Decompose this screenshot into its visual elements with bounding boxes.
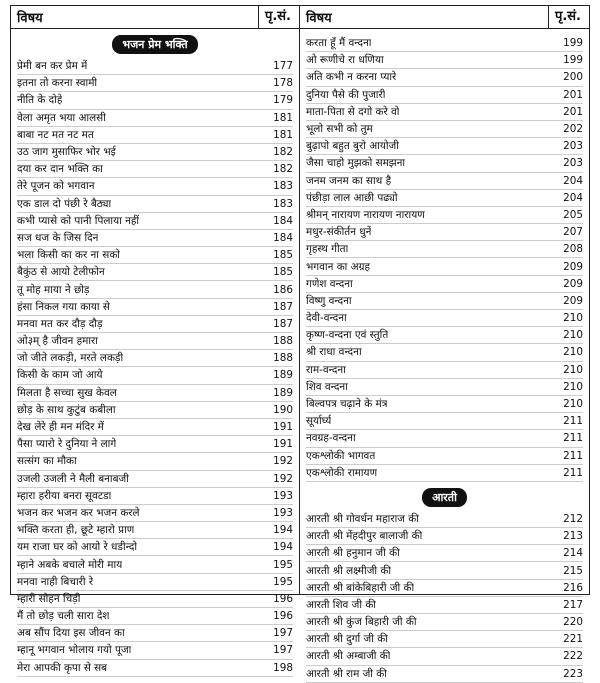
entry-page-number: 190 xyxy=(273,403,293,416)
entry-title: शिव वन्दना xyxy=(306,380,348,393)
entry-title: अति कभी न करना प्यारे xyxy=(306,71,397,84)
entry-page-number: 210 xyxy=(563,346,583,359)
entry-title: उठ जाग मुसाफिर भोर भई xyxy=(17,146,116,159)
entry-page-number: 211 xyxy=(563,466,583,479)
entry-title: बुढ़ापो बहुत बुरो आयोजी xyxy=(306,140,399,153)
entry-title: यम राजा घर को आयो रे धडीन्दो xyxy=(17,541,138,554)
entry-page-number: 199 xyxy=(563,54,583,67)
entry-page-number: 178 xyxy=(273,77,293,90)
entry-page-number: 189 xyxy=(273,369,293,382)
entry-page-number: 214 xyxy=(563,547,583,560)
index-entry xyxy=(17,110,293,127)
index-entry xyxy=(306,379,583,396)
entry-title: भूलो सभी को तुम xyxy=(306,123,373,136)
entry-page-number: 209 xyxy=(563,294,583,307)
entry-page-number: 182 xyxy=(273,146,293,159)
index-entry xyxy=(17,316,293,333)
entry-title: गणेश वन्दना xyxy=(306,277,353,290)
entry-page-number: 210 xyxy=(563,363,583,376)
section-title-bhajan xyxy=(11,35,299,54)
entry-page-number: 211 xyxy=(563,415,583,428)
index-entry xyxy=(17,161,293,178)
index-entry xyxy=(17,213,293,230)
entry-page-number: 184 xyxy=(273,231,293,244)
index-entry xyxy=(17,488,293,505)
index-entry xyxy=(306,396,583,413)
entry-page-number: 210 xyxy=(563,398,583,411)
entry-title: जो जीते लकड़ी, मरते लकड़ी xyxy=(17,352,124,365)
entry-title: भजन कर भजन कर भजन करले xyxy=(17,506,140,519)
index-entry xyxy=(306,173,583,190)
entry-page-number: 195 xyxy=(273,558,293,571)
entry-title: आरती श्री मेंहदीपुर बालाजी की xyxy=(306,530,423,543)
entry-page-number: 186 xyxy=(273,283,293,296)
index-page xyxy=(10,5,590,680)
index-entry xyxy=(17,350,293,367)
entry-title: विष्णु वन्दना xyxy=(306,294,352,307)
entry-title: पैसा प्यारो रे दुनिया ने लागे xyxy=(17,438,117,451)
entry-title: एकश्लोकी भागवत xyxy=(306,449,376,462)
index-entry xyxy=(17,196,293,213)
right-column xyxy=(300,6,589,680)
index-entry xyxy=(306,413,583,430)
index-entry xyxy=(306,362,583,379)
index-entry xyxy=(17,299,293,316)
index-entry xyxy=(17,591,293,608)
entry-page-number: 177 xyxy=(273,60,293,73)
entry-title: भगवान का अग्रह xyxy=(306,260,370,273)
entry-page-number: 212 xyxy=(563,512,583,525)
page-number-heading: पृ.सं. xyxy=(548,6,581,28)
entry-page-number: 211 xyxy=(563,449,583,462)
index-entry xyxy=(306,465,583,482)
entry-page-number: 203 xyxy=(563,157,583,170)
entry-title: आरती श्री गोवर्धन महाराज की xyxy=(306,512,419,525)
entry-title: म्हारा हरीया बनरा सूवटडा xyxy=(17,489,112,502)
index-entry xyxy=(17,660,293,677)
index-entry xyxy=(306,666,583,683)
entry-page-number: 184 xyxy=(273,214,293,227)
index-entry xyxy=(17,539,293,556)
index-entry xyxy=(17,556,293,573)
entry-page-number: 210 xyxy=(563,380,583,393)
entry-title: राम-वन्दना xyxy=(306,363,346,376)
entry-page-number: 200 xyxy=(563,71,583,84)
index-entry xyxy=(17,608,293,625)
section-badge: भजन प्रेम भक्ति xyxy=(112,35,197,54)
entry-title: श्री राधा वन्दना xyxy=(306,346,362,359)
entry-page-number: 182 xyxy=(273,163,293,176)
entry-page-number: 194 xyxy=(273,524,293,537)
entry-title: सत्संग का मौका xyxy=(17,455,77,468)
entry-page-number: 209 xyxy=(563,260,583,273)
index-entry xyxy=(17,522,293,539)
index-entry xyxy=(17,453,293,470)
entry-page-number: 220 xyxy=(563,616,583,629)
entry-page-number: 221 xyxy=(563,633,583,646)
entry-title: आरती श्री राम जी की xyxy=(306,667,387,680)
entry-title: आरती श्री लक्ष्मीजी की xyxy=(306,564,392,577)
entry-title: श्रीमन् नारायण नारायण नारायण xyxy=(306,208,425,221)
entry-title: जनम जनम का साथ है xyxy=(306,174,392,187)
index-entry xyxy=(17,127,293,144)
entry-page-number: 196 xyxy=(273,610,293,623)
entry-title: छोड़ के साथ कुटुंब कबीला xyxy=(17,403,116,416)
entry-page-number: 192 xyxy=(273,455,293,468)
entry-page-number: 183 xyxy=(273,197,293,210)
index-entry xyxy=(17,505,293,522)
entry-title: सज धज के जिस दिन xyxy=(17,231,99,244)
entry-title: जैसा चाहो मुझको समझना xyxy=(306,157,406,170)
entry-title: देख लेरे ही मन मंदिर में xyxy=(17,421,104,434)
entry-title: नीति के दोहे xyxy=(17,94,63,107)
index-entry xyxy=(306,327,583,344)
index-entry xyxy=(306,224,583,241)
entry-title: म्हारी सोहन चिड़ी xyxy=(17,592,81,605)
section-badge: आरती xyxy=(422,488,467,507)
entry-page-number: 203 xyxy=(563,140,583,153)
entry-page-number: 193 xyxy=(273,506,293,519)
entry-page-number: 185 xyxy=(273,266,293,279)
index-entry xyxy=(17,574,293,591)
entry-page-number: 210 xyxy=(563,329,583,342)
entry-page-number: 194 xyxy=(273,541,293,554)
index-entry xyxy=(17,247,293,264)
entry-page-number: 207 xyxy=(563,226,583,239)
entry-title: मैं तो छोड़ चली सारा देश xyxy=(17,610,110,623)
index-entry xyxy=(306,35,583,52)
index-entry xyxy=(306,614,583,631)
entry-page-number: 179 xyxy=(273,94,293,107)
entry-title: सूर्यार्घ्य xyxy=(306,415,332,428)
index-entry xyxy=(17,367,293,384)
index-entry xyxy=(306,430,583,447)
entry-page-number: 191 xyxy=(273,438,293,451)
entry-page-number: 181 xyxy=(273,111,293,124)
index-entry xyxy=(306,121,583,138)
index-entry xyxy=(306,448,583,465)
entry-page-number: 210 xyxy=(563,312,583,325)
entry-title: प्रेमी बन कर प्रेम में xyxy=(17,60,88,73)
entry-title: म्हानू भगवान भोलाय गयो पूजा xyxy=(17,644,132,657)
index-entry xyxy=(17,625,293,642)
entry-page-number: 195 xyxy=(273,575,293,588)
entry-page-number: 222 xyxy=(563,650,583,663)
index-entry xyxy=(306,276,583,293)
entry-title: इतना तो करना स्वामी xyxy=(17,77,98,90)
entry-title: कृष्ण-वन्दना एवं स्तुति xyxy=(306,329,389,342)
index-entry xyxy=(306,344,583,361)
entry-page-number: 189 xyxy=(273,386,293,399)
entry-title: मनवा नाही बिचारी रे xyxy=(17,575,94,588)
entry-title: मधुर-संकीर्तन धुनें xyxy=(306,226,372,239)
left-column xyxy=(11,6,300,674)
index-entry xyxy=(306,155,583,172)
index-entry xyxy=(17,58,293,75)
entry-title: तेरे पूजन को भगवान xyxy=(17,180,95,193)
index-entry xyxy=(306,631,583,648)
entry-page-number: 205 xyxy=(563,208,583,221)
section-title-aarti xyxy=(300,488,589,507)
entry-title: दुनिया पैसे की पुजारी xyxy=(306,88,386,101)
entry-title: कभी प्यासे को पानी पिलाया नहीं xyxy=(17,214,140,227)
entry-page-number: 202 xyxy=(563,123,583,136)
index-entry xyxy=(306,648,583,665)
index-entry xyxy=(17,436,293,453)
entry-title: देवी-वन्दना xyxy=(306,312,347,325)
entry-page-number: 191 xyxy=(273,421,293,434)
entry-title: नवग्रह-वन्दना xyxy=(306,432,356,445)
entry-title: अब सौंप दिया इस जीवन का xyxy=(17,627,125,640)
right-header xyxy=(300,6,589,29)
entry-title: भक्ति करता ही, छूटे म्हारो प्राण xyxy=(17,524,135,537)
index-entry xyxy=(17,642,293,659)
entry-title: बाबा नट मत नट मत xyxy=(17,128,94,141)
entry-page-number: 193 xyxy=(273,489,293,502)
index-entry xyxy=(306,138,583,155)
entry-page-number: 196 xyxy=(273,592,293,605)
index-entry xyxy=(17,144,293,161)
index-entry xyxy=(17,419,293,436)
entry-title: हंसा निकल गया काया से xyxy=(17,300,110,313)
index-entry xyxy=(306,104,583,121)
index-entry xyxy=(306,597,583,614)
index-entry xyxy=(17,385,293,402)
entry-title: ओ रूणीचे रा धणिया xyxy=(306,54,384,67)
subject-heading: विषय xyxy=(17,11,43,26)
entry-page-number: 215 xyxy=(563,564,583,577)
entry-title: वेला अमृत भया आलसी xyxy=(17,111,106,124)
index-entry xyxy=(306,207,583,224)
entry-page-number: 204 xyxy=(563,191,583,204)
entry-page-number: 198 xyxy=(273,661,293,674)
entry-page-number: 183 xyxy=(273,180,293,193)
index-entry xyxy=(306,528,583,545)
entry-title: आरती शिव जी की xyxy=(306,598,376,611)
left-entry-list xyxy=(11,58,299,677)
entry-title: गृहस्थ गीता xyxy=(306,243,349,256)
entry-title: मेरा आपकी कृपा से सब xyxy=(17,661,108,674)
entry-title: मिलता है सच्चा सुख केवल xyxy=(17,386,117,399)
entry-title: बिल्वपत्र चढ़ाने के मंत्र xyxy=(306,398,388,411)
index-entry xyxy=(17,333,293,350)
entry-title: आरती श्री दुर्गा जी की xyxy=(306,633,388,646)
entry-page-number: 188 xyxy=(273,352,293,365)
entry-page-number: 197 xyxy=(273,644,293,657)
page-number-heading: पृ.सं. xyxy=(258,6,291,28)
index-entry xyxy=(306,293,583,310)
entry-title: आरती श्री अम्बाजी की xyxy=(306,650,391,663)
entry-page-number: 192 xyxy=(273,472,293,485)
entry-title: करता हूँ मैं वन्दना xyxy=(306,37,372,50)
index-entry xyxy=(306,258,583,275)
entry-page-number: 187 xyxy=(273,317,293,330)
entry-title: मनवा मत कर दौड़ दौड़ xyxy=(17,317,103,330)
entry-title: एकश्लोकी रामायण xyxy=(306,466,378,479)
index-entry xyxy=(306,511,583,528)
entry-title: म्हाने अबके बचाले मोरी माय xyxy=(17,558,123,571)
index-entry xyxy=(17,178,293,195)
index-entry xyxy=(306,580,583,597)
entry-page-number: 185 xyxy=(273,249,293,262)
left-header xyxy=(11,6,299,29)
entry-page-number: 216 xyxy=(563,581,583,594)
entry-page-number: 187 xyxy=(273,300,293,313)
right-entry-list xyxy=(300,35,589,482)
entry-title: आरती श्री कुंज बिहारी जी की xyxy=(306,616,417,629)
subject-heading: विषय xyxy=(306,11,332,26)
entry-page-number: 223 xyxy=(563,667,583,680)
index-entry xyxy=(306,545,583,562)
entry-title: आरती श्री हनुमान जी की xyxy=(306,547,400,560)
index-entry xyxy=(17,281,293,298)
entry-title: ओ३म् है जीवन हमारा xyxy=(17,335,98,348)
entry-title: किसी के काम जो आये xyxy=(17,369,103,382)
entry-page-number: 188 xyxy=(273,335,293,348)
index-entry xyxy=(17,230,293,247)
index-entry xyxy=(17,471,293,488)
entry-page-number: 211 xyxy=(563,432,583,445)
entry-title: आरती श्री बांकेबिहारी जी की xyxy=(306,581,415,594)
index-entry xyxy=(17,92,293,109)
index-entry xyxy=(17,75,293,92)
index-entry xyxy=(306,241,583,258)
entry-title: भला किसी का कर ना सको xyxy=(17,249,120,262)
index-entry xyxy=(306,190,583,207)
entry-title: एक डाल दो पंछी रे बैठ्या xyxy=(17,197,112,210)
entry-page-number: 181 xyxy=(273,128,293,141)
entry-page-number: 199 xyxy=(563,37,583,50)
entry-title: उजली उजली ने मैली बनाबजी xyxy=(17,472,129,485)
entry-title: तू मोह माया ने छोड़ xyxy=(17,283,90,296)
entry-title: दया कर दान भक्ति का xyxy=(17,163,103,176)
aarti-entry-list xyxy=(300,511,589,683)
entry-page-number: 201 xyxy=(563,105,583,118)
index-entry xyxy=(306,87,583,104)
entry-page-number: 197 xyxy=(273,627,293,640)
index-entry xyxy=(306,52,583,69)
index-entry xyxy=(17,402,293,419)
entry-title: पंछीड़ा लाल आछी पढ्यो xyxy=(306,191,398,204)
index-entry xyxy=(17,264,293,281)
index-entry xyxy=(306,69,583,86)
entry-page-number: 213 xyxy=(563,530,583,543)
entry-title: बैकुंठ से आयो टेलीफोन xyxy=(17,266,105,279)
entry-page-number: 204 xyxy=(563,174,583,187)
entry-page-number: 217 xyxy=(563,598,583,611)
entry-page-number: 201 xyxy=(563,88,583,101)
entry-page-number: 208 xyxy=(563,243,583,256)
entry-title: माता-पिता से दगो करे वो xyxy=(306,105,400,118)
index-entry xyxy=(306,310,583,327)
index-entry xyxy=(306,562,583,579)
entry-page-number: 209 xyxy=(563,277,583,290)
